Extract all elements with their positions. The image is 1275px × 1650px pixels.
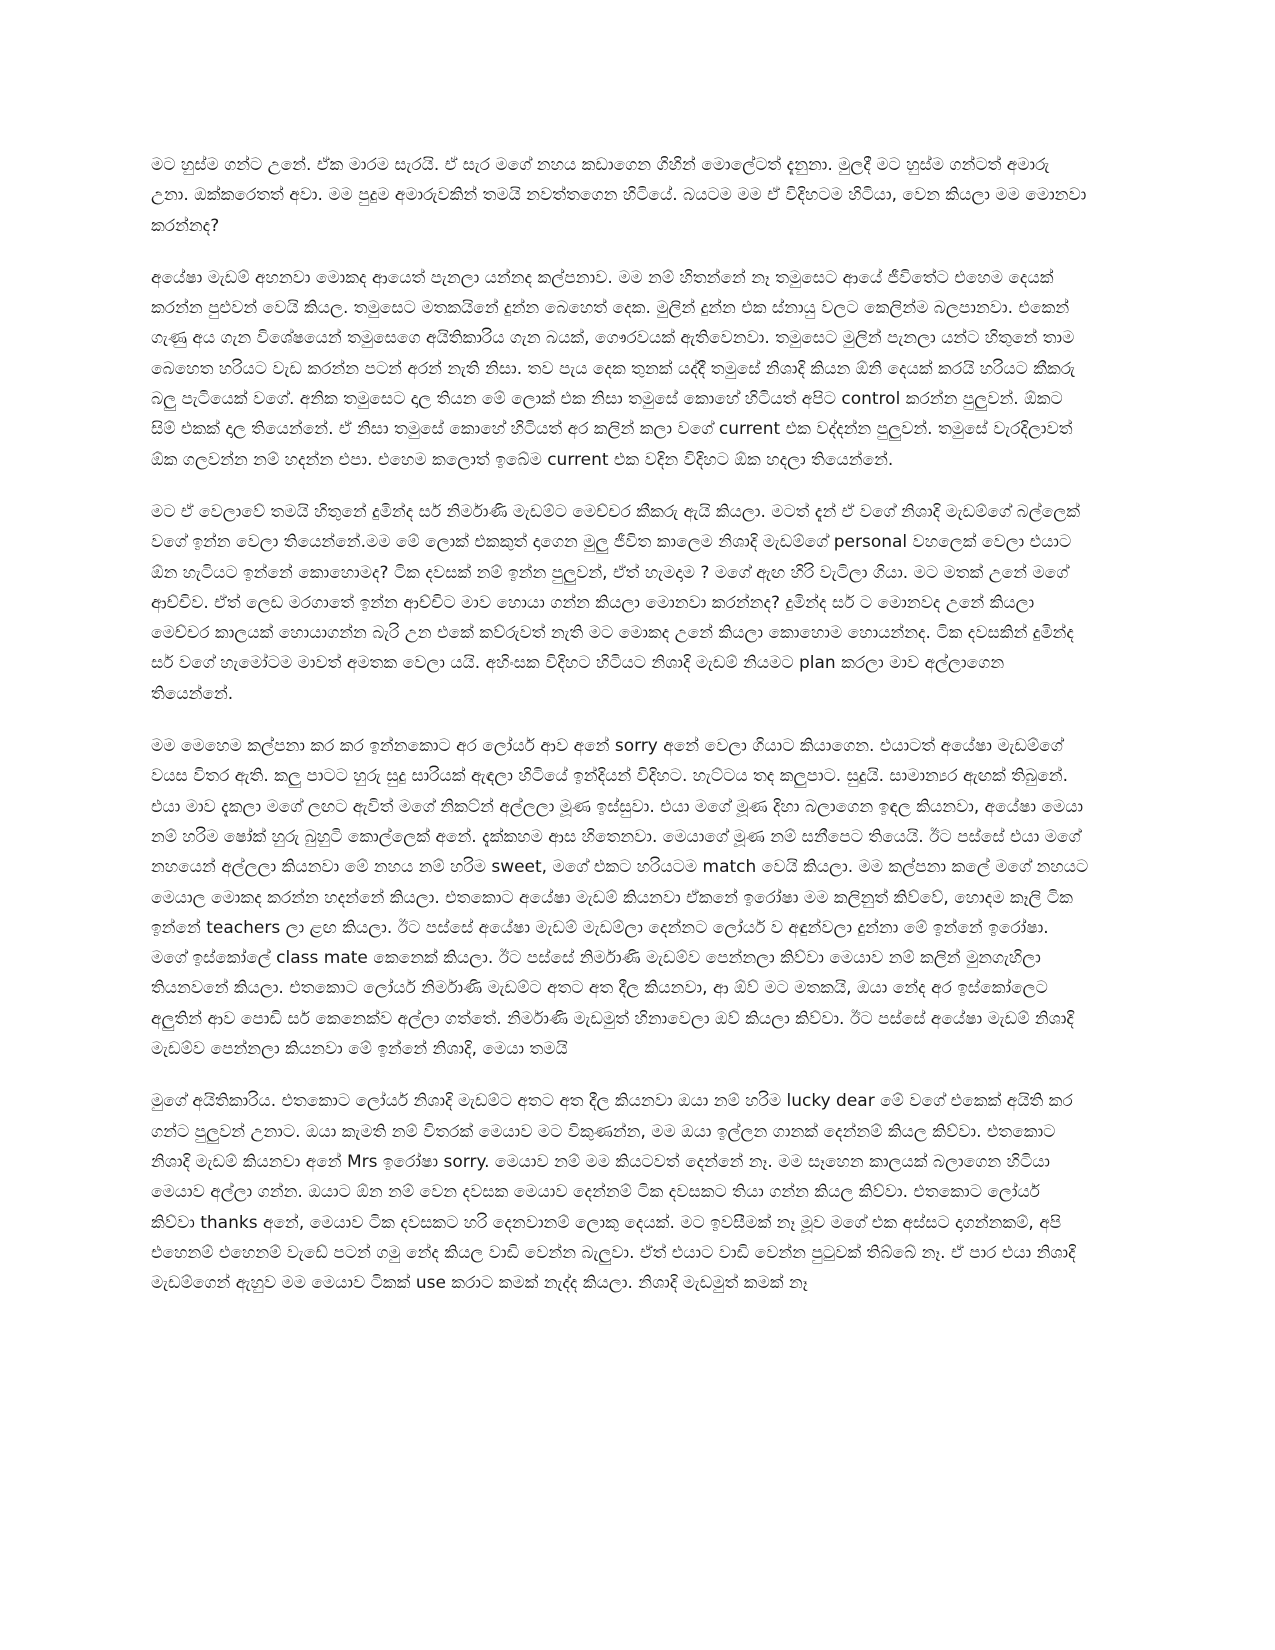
paragraph: මුගේ අයිතිකාරිය. එතකොට ලෝයර් නිශාදි මැඩම්ට අතට අත දීල කියනවා ඔයා නම් හරිම lucky dear මේ වගේ එකෙක් අයිති කර ගන්ට පුලුවන් උනාට. ඔයා කැමති නම් විතරක් මෙයාව මට විකුණන්න, මම ඔයා ඉල්ලන ගානක් දෙන්නම් කියල කිව්වා. එතකොට නිශාදි මැඩම් කියනවා අනේ Mrs ඉරෝෂා sorry. මෙයාව නම් මම කියටවත් දෙන්නේ නෑ. මම සෑහෙන කාලයක් බලාගෙන හිටියා මෙයාව අල්ලා ගන්න. ඔයාට ඕන නම් වෙන දවසක මෙයාව දෙන්නම් ටික දවසකට තියා ගන්න කියල කිව්වා. එතකොට ලෝයර් කිව්වා thanks අනේ, මෙයාව ටික දවසකට හරි දෙනවානම් ලොකු දෙයක්. මට ඉවසීමක් නෑ මූව මගේ එක අස්සට දාගන්නකම්, අපි එහෙනම් එහෙනම් වැඩේ පටන් ගමු නේද කියල වාඩි වෙන්න බැලුවා. ඒත් එයාට වාඩි වෙන්න පුටුවක් තිබ්බේ නෑ. ඒ පාර එයා නිශාදි මැඩම්ගෙන් ඇහුව මම මෙයාව ටිකක් use කරාට කමක් නැද්ද කියලා. නිශාදි මැඩමුත් කමක් නෑ — [151, 1091, 1076, 1294]
paragraph: මට හුස්ම ගන්ට උනේ. ඒක මාරම සැරයි. ඒ සැර මගේ නහය කඩාගෙන ගිහින් මොලේටත් දැනුනා. මුලදී මට හුස්ම ගන්ටත් අමාරු උනා. ඔක්කරෙතත් අවා. මම පුදුම අමාරුවකින් තමයි නවත්තගෙන හිටියේ. බයටම මම ඒ විදිහටම හිටියා, වෙන කියලා මම මොනවා කරන්නද? — [151, 155, 1087, 236]
paragraph: මට ඒ වෙලාවේ තමයි හිතුනේ දුමින්ද සර් නිර්මාණි මැඩම්ට මෙච්චර කීකරු ඇයි කියලා. මටත් දැන් ඒ වගේ නිශාදි මැඩම්ගේ බල්ලෙක් වගේ ඉන්න වෙලා තියෙන්නේ.මම මේ ලොක් එකකුත් දාගෙන මුලු ජීවිත කාලෙම නිශාදි මැඩම්ගේ personal වහලෙක් වෙලා එයාට ඕන හැටියට ඉන්නේ කොහොමද? ටික දවසක් නම් ඉන්න පුලුවන්, ඒත් හැමදාම ? මගේ ඇඟ හිරි වැටිලා ගියා. මට මතක් උනේ මගේ ආච්චිව. ඒත් ලෙඩ මරගාතේ ඉන්න ආච්චිට මාව හොයා ගන්න කියලා මොනවා කරන්නද? දුමින්ද සර් ට මොනවද උනේ කියලා මෙච්චර කාලයක් හොයාගන්න බැරි උන එකේ කව්රුවත් නැති මට මොකද උනේ කියලා කොහොම හොයන්නද. ටික දවසකින් දුමින්ද සර් වගේ හැමෝටම මාවත් අමතක වෙලා යයි. අහිංසක විදිහට හිටියට නිශාදි මැඩම් නියමට plan කරලා මාව අල්ලාගෙන තියෙන්නේ. — [151, 501, 1081, 704]
paragraph: මම මෙහෙම කල්පනා කර කර ඉන්නකොට අර ලෝයර් ආව අනේ sorry අනේ වෙලා ගියාට කියාගෙන. එයාටත් අයේෂා මැඩම්ගේ වයස විතර ඇති. කලු පාටට හුරු සුදු සාරියක් ඇඳලා හිටියේ ඉන්දියන් විදිහට. හැට්ටය තද කලුපාට. සුදුයි. සාමාන්‍යර ඇඟක් තිබුනේ. එයා මාව දැකලා මගේ ලඟට ඇවිත් මගේ නිකට්න් අල්ලලා මූණ ඉස්සුවා. එයා මගේ මූණ දිහා බලාගෙන ඉඳල කියනවා, අයේෂා මෙයා නම් හරිම ෂෝක් හුරු බුහුටි කොල්ලෙක් අනේ. දැක්කහම ආස හිතෙනවා. මෙයාගේ මූණ නම් සනීපෙට තියෙයි. ඊට පස්සේ එයා මගේ නහයෙන් අල්ලලා කියනවා මේ නහය නම් හරිම sweet, මගේ එකට හරියටම match වෙයි කියලා. මම කල්පනා කලේ මගේ නහයට මෙයාල මොකද කරන්න හදන්නේ කියලා. එතකොට අයේෂා මැඩම් කියනවා ඒකනේ ඉරෝෂා මම කලිනුත් කිව්වේ, හොදම කෑලි ටික ඉන්නේ teachers ලා ළඟ කියලා. ඊට පස්සේ අයේෂා මැඩම් මැඩම්ලා දෙන්නට ලෝයර් ව අඳුන්වලා දුන්නා මේ ඉන්නේ ඉරෝෂා. මගේ ඉස්කෝලේ class mate කෙනෙක් කියලා. ඊට පස්සේ නිර්මාණි මැඩම්ව පෙන්නලා කිව්වා මෙයාව නම් කලින් මුනගැහිලා තියනවනේ කියලා. එතකොට ලෝයර් නිර්මාණි මැඩම්ට අතට අත දීල කියනවා, ආ ඕව් මට මතකයි, ඔයා නේද අර ඉස්කෝලෙට අලුතින් ආව පොඩි සර් කෙනෙක්ව අල්ලා ගත්තේ. නිර්මාණි මැඩමුත් හිනාවෙලා ඔව් කියලා කිව්වා. ඊට පස්සේ අයේෂා මැඩම් නිශාදි මැඩම්ව පෙන්නලා කියනවා මේ ඉන්නේ නිශාදි, මෙයා තමයි — [151, 736, 1089, 1060]
paragraph: අයේෂා මැඩම් අහනවා මොකද ආයෙත් පැනලා යන්නද කල්පනාව. මම නම් හිතන්නේ නෑ තමුසෙට ආයේ ජීවිතේට එහෙම දෙයක් කරන්න පුළුවන් වෙයි කියල. තමුසෙට මතකයිනේ දුන්න බෙහෙත් දෙක. මුලින් දුන්න එක ස්නායු වලට කෙලින්ම බලපානවා. එකෙන් ගැණු අය ගැන විශේෂයෙන් තමුසෙගෙ අයිතිකාරිය ගැන බයක්, ගෞරවයක් ඇතිවෙනවා. තමුසෙට මුලින් පැනලා යන්ට හිතුනේ තාම බෙහෙත හරියට වැඩ කරන්න පටන් අරන් නැති නිසා. තව පැය දෙක තුනක් යද්දී තමුසේ නිශාදි කියන ඕනි දෙයක් කරයි හරියට කීකරු බලු පැටියෙක් වගේ. අනික තමුසෙට දාල තියන මේ ලොක් එක නිසා තමුසේ කොහේ හිටියත් අපිට control කරන්න පුලුවන්. ඕකට සිම් එකක් දාල තියෙන්නේ. ඒ නිසා තමුසේ කොහේ හිටියත් අර කලින් කලා වගේ current එක වද්දන්න පුලුවන්. තමුසේ වැරදිලාවත් ඕක ගලවන්න නම් හදන්න එපා. එහෙම කලොත් ඉබේම current එක වදින විදිහට ඕක හදලා තියෙන්නේ. — [151, 267, 1076, 470]
